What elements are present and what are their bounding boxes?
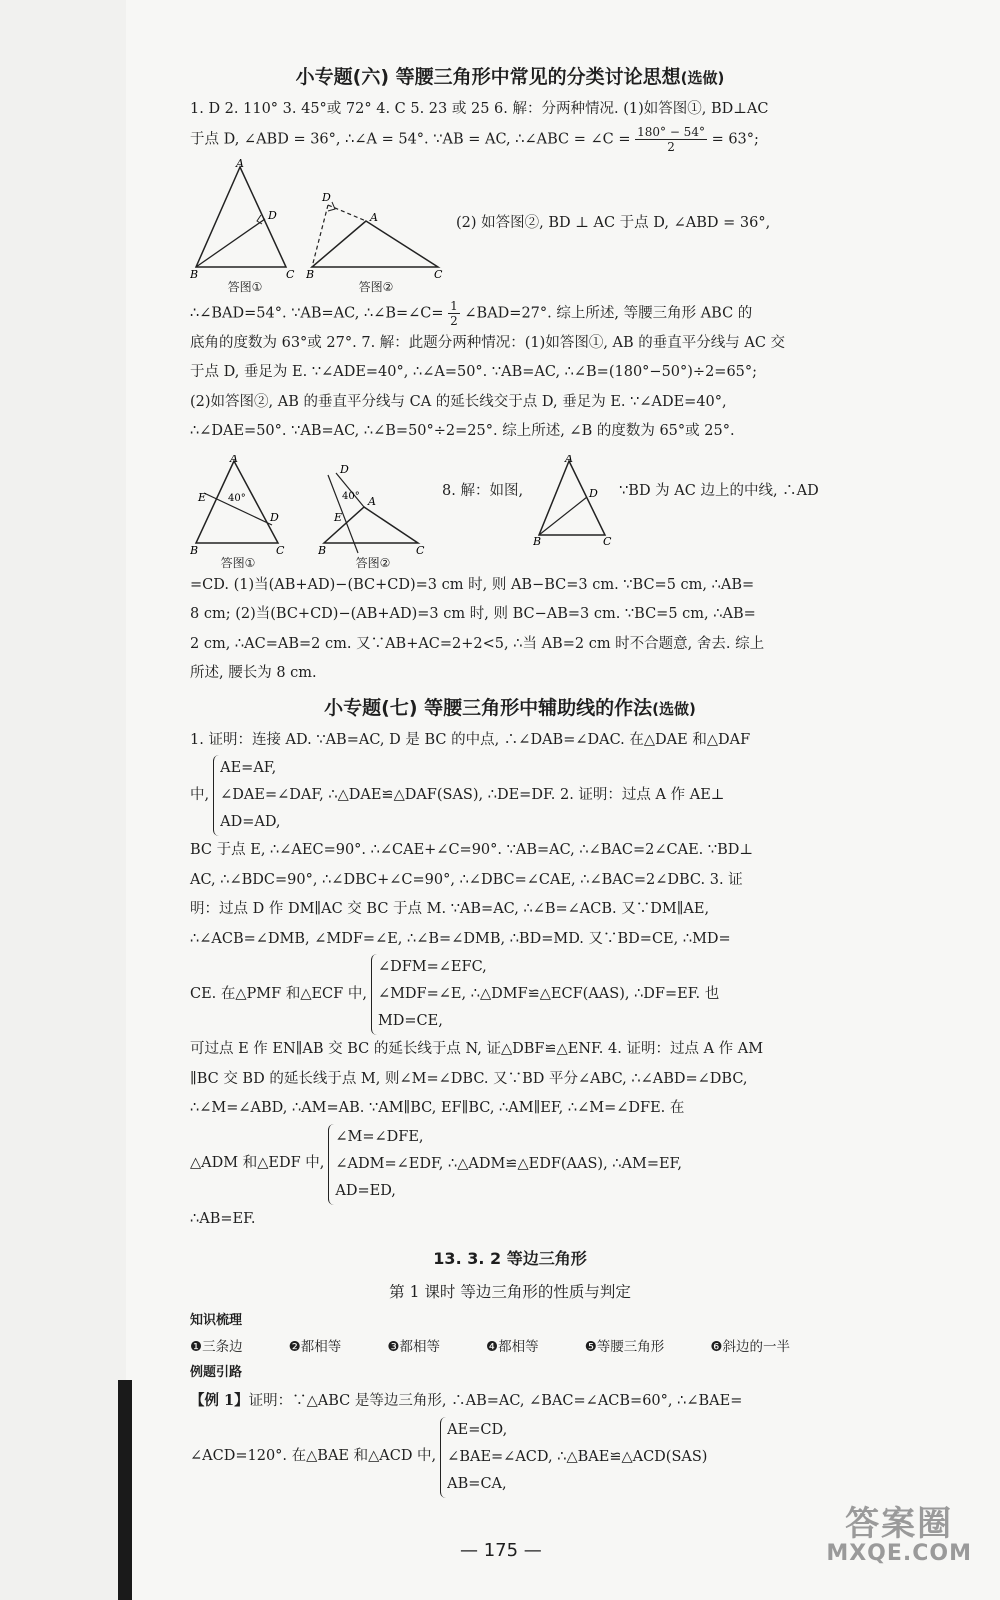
page-number: — 175 — (460, 1540, 542, 1561)
svg-text:40°: 40° (228, 492, 246, 504)
watermark-logo: 答案圈 MXQE.COM (826, 1504, 972, 1566)
s7-line-8: ∴∠M=∠ABD, ∴AM=AB. ∵AM∥BC, EF∥BC, ∴AM∥EF, ∴∠M=∠DFE. 在 (190, 1100, 685, 1116)
svg-text:A: A (236, 158, 244, 170)
s7-line-1: 1. 证明：连接 AD. ∵AB=AC, D 是 BC 的中点, ∴∠DAB=∠DAC. 在△DAE 和△DAF (190, 731, 751, 748)
svg-text:C: C (603, 534, 612, 545)
caption-2: 答图② (358, 279, 394, 294)
lesson-subtitle: 第 1 课时 等边三角形的性质与判定 (389, 1283, 631, 1301)
knowledge-item: ❻斜边的一半 (710, 1339, 790, 1355)
s6-line-1: 1. D 2. 110° 3. 45°或 72° 4. C 5. 23 或 25 6. 解：分两种情况. (1)如答图①, BD⊥AC (190, 101, 769, 117)
brace-2: CE. 在△PMF 和△ECF 中, ∠DFM=∠EFC, ∠MDF=∠E, ∴△DMF≌△ECF(AAS), ∴DF=EF. 也 MD=CE, (190, 954, 830, 1035)
brace-3: △ADM 和△EDF 中, ∠M=∠DFE, ∠ADM=∠EDF, ∴△ADM≌△EDF(AAS), ∴AM=EF, AD=ED, (190, 1124, 830, 1205)
figure-row-2 (190, 455, 830, 571)
section-13-3-2-title: 13. 3. 2 等边三角形 (433, 1249, 587, 1268)
s6-line-5: 于点 D, 垂足为 E. ∵∠ADE=40°, ∴∠A=50°. ∵AB=AC, ∴∠B=(180°−50°)÷2=65°; (190, 364, 758, 380)
svg-text:B: B (318, 543, 327, 555)
s7-line-3: AC, ∴∠BDC=90°, ∴∠DBC+∠C=90°, ∴∠DBC=∠CAE, ∴∠BAC=2∠DBC. 3. 证 (190, 871, 743, 888)
fraction: $\frac{180^\circ - 54^\circ}{2}$ (637, 124, 705, 154)
s7-line-2: BC 于点 E, ∴∠AEC=90°. ∴∠CAE+∠C=90°. ∵AB=AC, ∴∠BAC=2∠CAE. ∵BD⊥ (190, 842, 754, 858)
svg-text:D: D (589, 486, 598, 500)
svg-text:D: D (268, 208, 277, 222)
figure-1 (190, 159, 300, 295)
svg-text:B: B (190, 267, 199, 279)
s6-line-7: ∴∠DAE=50°. ∵AB=AC, ∴∠B=50°÷2=25°. 综上所述, ∠B 的度数为 65°或 25°. (190, 423, 735, 439)
svg-text:E: E (334, 510, 343, 524)
s6-line-3: ∴∠BAD=54°. ∵AB=AC, ∴∠B=∠C= $\frac{1}{2}$ ∠BAD=27°. 综上所述, 等腰三角形 ABC 的 (190, 298, 753, 328)
s7-line-6: 可过点 E 作 EN∥AB 交 BC 的延长线于点 N, 证△DBF≌△ENF. 4. 证明：过点 A 作 AM (190, 1041, 764, 1057)
s6-line-8: =CD. (1)当(AB+AD)−(BC+CD)=3 cm 时, 则 AB−BC=3 cm. ∵BC=5 cm, ∴AB= (190, 576, 755, 593)
svg-text:C: C (434, 267, 443, 279)
s7-line-7: ∥BC 交 BD 的延长线于点 M, 则∠M=∠DBC. 又∵BD 平分∠ABC, ∴∠ABD=∠DBC, (190, 1070, 748, 1087)
svg-text:A: A (370, 210, 378, 224)
knowledge-item: ❸都相等 (387, 1339, 440, 1355)
brace-4: ∠ACD=120°. 在△BAE 和△ACD 中, AE=CD, ∠BAE=∠ACD, ∴△BAE≌△ACD(SAS) AB=CA, (190, 1417, 830, 1498)
figure-5 (533, 455, 613, 545)
knowledge-item: ❷都相等 (288, 1339, 342, 1355)
s7-line-5: ∴∠ACB=∠DMB, ∠MDF=∠E, ∴∠B=∠DMB, ∴BD=MD. 又∵BD=CE, ∴MD= (190, 930, 731, 947)
caption-3: 答图① (220, 555, 256, 570)
figure-3 (190, 455, 286, 571)
s7-line-9: ∴AB=EF. (190, 1210, 256, 1227)
caption-1: 答图① (227, 279, 263, 294)
caption-4: 答图② (355, 555, 391, 570)
svg-text:B: B (190, 543, 199, 555)
q8-text: ∵BD 为 AC 边上的中线, ∴AD (619, 482, 819, 499)
svg-text:C: C (416, 543, 425, 555)
s6-line-4: 底角的度数为 63°或 27°. 7. 解：此题分两种情况：(1)如答图①, AB 的垂直平分线与 AC 交 (190, 334, 786, 351)
figure-4 (318, 455, 428, 571)
binding-shadow (118, 1380, 132, 1600)
knowledge-item: ❺等腰三角形 (584, 1339, 665, 1355)
figure-2 (306, 159, 446, 295)
knowledge-items (190, 1334, 830, 1360)
svg-text:B: B (306, 267, 315, 279)
s6-line-9: 8 cm; (2)当(BC+CD)−(AB+AD)=3 cm 时, 则 BC−AB=3 cm. ∵BC=5 cm, ∴AB= (190, 606, 756, 622)
svg-text:C: C (276, 543, 285, 555)
svg-text:D: D (322, 190, 331, 204)
q8-label: 8. 解：如图, (442, 482, 524, 499)
svg-text:C: C (286, 267, 295, 279)
s6-line-10: 2 cm, ∴AC=AB=2 cm. 又∵AB+AC=2+2<5, ∴当 AB=2 cm 时不合题意, 舍去. 综上 (190, 635, 765, 652)
example-label: 例题引路 (190, 1365, 243, 1380)
section-7-title: 小专题(七) 等腰三角形中辅助线的作法(选做) (324, 696, 696, 719)
svg-text:A: A (565, 454, 574, 465)
s6-line-2: 于点 D, ∠ABD = 36°, ∴∠A = 54°. ∵AB = AC, ∴∠ABC = ∠C = $\frac{180^\circ - 54^\circ}{2}$ = 63°; (190, 124, 759, 154)
knowledge-item: ❹都相等 (486, 1339, 539, 1355)
s6-side-text: (2) 如答图②, BD ⊥ AC 于点 D, ∠ABD = 36°, (456, 214, 771, 231)
svg-text:A: A (230, 454, 238, 465)
example-1-line-1: 【例 1】证明：∵△ABC 是等边三角形, ∴AB=AC, ∠BAC=∠ACB=60°, ∴∠BAE= (190, 1392, 743, 1409)
half-fraction: $\frac{1}{2}$ (450, 298, 458, 328)
section-6-title: 小专题(六) 等腰三角形中常见的分类讨论思想(选做) (295, 66, 725, 88)
svg-text:40°: 40° (342, 490, 360, 502)
svg-text:D: D (340, 462, 349, 476)
content (190, 58, 830, 1498)
s6-line-11: 所述, 腰长为 8 cm. (190, 665, 317, 681)
svg-text:E: E (198, 490, 207, 504)
s6-line-6: (2)如答图②, AB 的垂直平分线与 CA 的延长线交于点 D, 垂足为 E. ∵∠ADE=40°, (190, 393, 727, 410)
knowledge-item: ❶三条边 (190, 1339, 243, 1355)
s7-line-4: 明：过点 D 作 DM∥AC 交 BC 于点 M. ∵AB=AC, ∴∠B=∠ACB. 又∵DM∥AE, (190, 901, 710, 917)
knowledge-label: 知识梳理 (190, 1313, 243, 1328)
figure-row-1 (190, 159, 830, 295)
svg-text:D: D (270, 510, 279, 524)
brace-1: 中, AE=AF, ∠DAE=∠DAF, ∴△DAE≌△DAF(SAS), ∴DE=DF. 2. 证明：过点 A 作 AE⊥ AD=AD, (190, 755, 830, 836)
svg-text:B: B (533, 534, 542, 545)
svg-text:A: A (368, 494, 376, 508)
